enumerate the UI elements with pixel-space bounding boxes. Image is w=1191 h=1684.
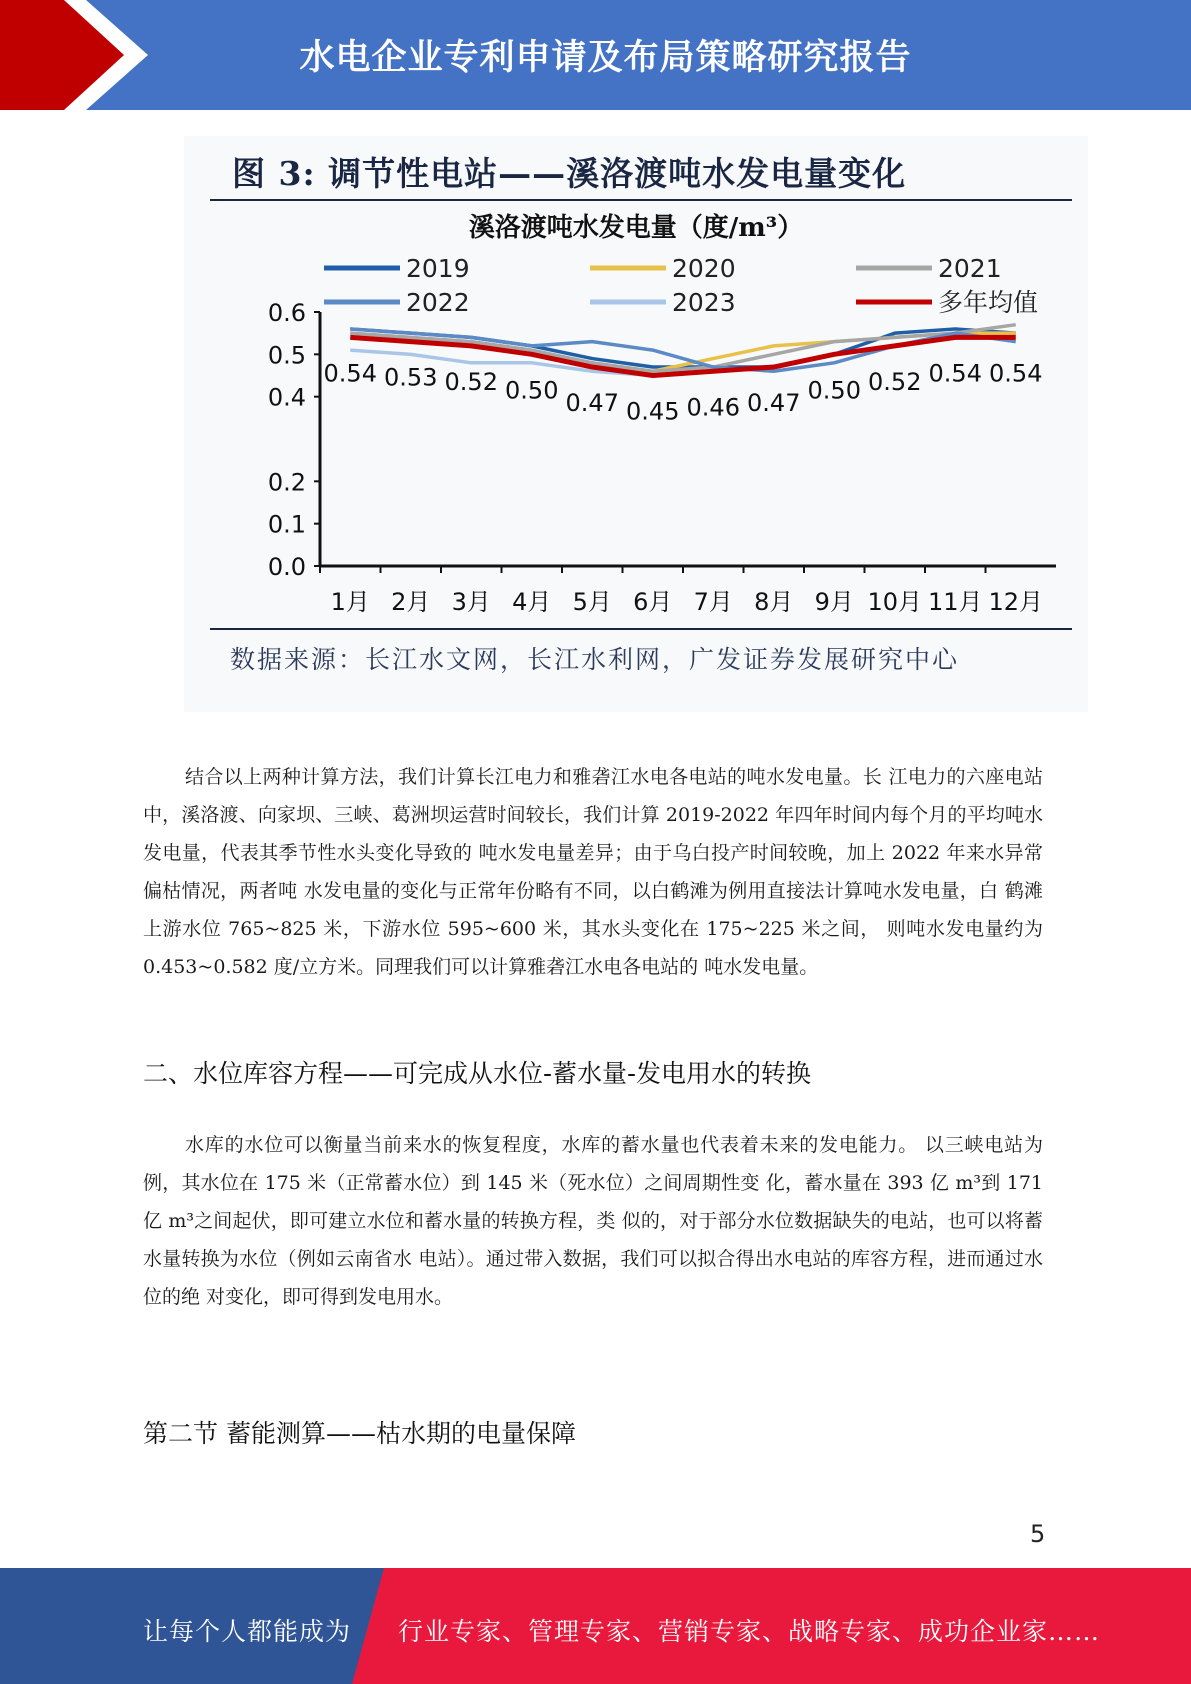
data-label: 0.54: [928, 359, 982, 388]
y-tick-label: 0.0: [267, 553, 306, 581]
x-tick-label: 11月: [927, 588, 983, 616]
x-tick-label: 8月: [754, 588, 794, 616]
legend-label: 2022: [406, 288, 470, 317]
legend-label: 2021: [938, 254, 1002, 283]
report-title: 水电企业专利申请及布局策略研究报告: [299, 38, 912, 78]
section-heading-water-level: 二、水位库容方程——可完成从水位-蓄水量-发电用水的转换: [143, 1059, 812, 1088]
x-tick-label: 4月: [512, 588, 552, 616]
y-tick-label: 0.2: [267, 468, 306, 497]
x-tick-label: 1月: [330, 588, 370, 616]
x-tick-label: 9月: [814, 588, 854, 616]
legend-label: 2019: [406, 254, 470, 283]
figure-source: 数据来源：长江水文网，长江水利网，广发证券发展研究中心: [230, 645, 960, 674]
x-tick-label: 5月: [572, 588, 612, 616]
data-label: 0.54: [989, 359, 1043, 388]
data-label: 0.52: [444, 367, 498, 396]
line-chart: [184, 206, 1088, 626]
legend-label: 多年均值: [938, 288, 1039, 317]
x-tick-label: 6月: [633, 588, 673, 616]
x-tick-label: 3月: [451, 588, 491, 616]
footer-slogan-left: 让每个人都能成为: [143, 1617, 352, 1646]
paragraph-reservoir: 水库的水位可以衡量当前来水的恢复程度，水库的蓄水量也代表着未来的发电能力。 以三峡电站为例，其水位在 175 米（正常蓄水位）到 145 米（死水位）之间周期性变 化，蓄水量在 393 亿 m³到 171 亿 m³之间起伏，即可建立水位和蓄水量的转换方程，类 似的，对于部分水位数据缺失的电站，也可以将蓄水量转换为水位（例如云南省水 电站）。通过带入数据，我们可以拟合得出水电站的库容方程，进而通过水位的绝 对变化，即可得到发电用水。: [143, 1134, 1043, 1308]
data-label: 0.54: [323, 359, 377, 388]
page-header: [0, 0, 1191, 110]
y-tick-label: 0.1: [267, 510, 306, 539]
legend-label: 2020: [672, 254, 736, 283]
data-label: 0.50: [505, 376, 559, 405]
paragraph-calculation: 结合以上两种计算方法，我们计算长江电力和雅砻江水电各电站的吨水发电量。长 江电力的六座电站中，溪洛渡、向家坝、三峡、葛洲坝运营时间较长，我们计算 2019-2022 年四年时间内每个月的平均吨水发电量，代表其季节性水头变化导致的 吨水发电量差异；由于乌白投产时间较晚，加上 2022 年来水异常偏枯情况，两者吨 水发电量的变化与正常年份略有不同，以白鹤滩为例用直接法计算吨水发电量，白 鹤滩上游水位 765~825 米，下游水位 595~600 米，其水头变化在 175~225 米之间， 则吨水发电量约为 0.453~0.582 度/立方米。同理我们可以计算雅砻江水电各电站的 吨水发电量。: [143, 766, 1043, 978]
data-label: 0.45: [626, 397, 680, 426]
data-label: 0.53: [384, 363, 438, 392]
legend-label: 2023: [672, 288, 736, 317]
figure-bottom-rule: [210, 628, 1072, 630]
y-tick-label: 0.6: [267, 299, 306, 327]
page-number: 5: [1030, 1520, 1046, 1548]
x-tick-label: 7月: [693, 588, 733, 616]
data-label: 0.50: [807, 376, 861, 405]
x-tick-label: 12月: [988, 588, 1044, 616]
data-label: 0.52: [868, 367, 922, 396]
data-label: 0.47: [747, 389, 801, 418]
x-tick-label: 10月: [867, 588, 923, 616]
footer-slogan-right: 行业专家、管理专家、营销专家、战略专家、成功企业家……: [398, 1617, 1101, 1646]
figure-panel: [184, 136, 1088, 712]
figure-caption: 图 3: 调节性电站——溪洛渡吨水发电量变化: [232, 154, 907, 193]
chart-title: 溪洛渡吨水发电量（度/m³）: [468, 213, 804, 243]
section-heading-storage: 第二节 蓄能测算——枯水期的电量保障: [143, 1419, 576, 1448]
x-tick-label: 2月: [391, 588, 431, 616]
data-label: 0.47: [565, 389, 619, 418]
figure-top-rule: [210, 199, 1072, 201]
data-label: 0.46: [686, 393, 740, 422]
y-tick-label: 0.4: [267, 383, 306, 412]
y-tick-label: 0.5: [267, 341, 306, 370]
